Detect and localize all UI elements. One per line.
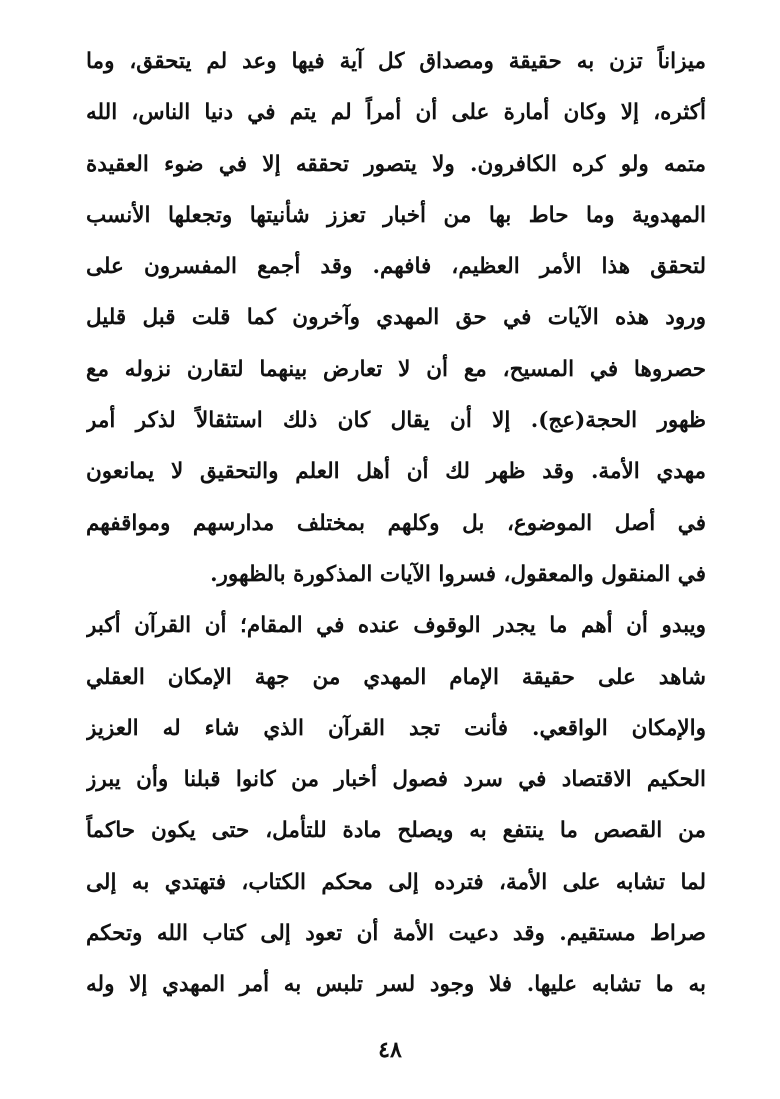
text-line: من القصص ما ينتفع به ويصلح مادة للتأمل، حتى يكون حاكماً	[86, 818, 706, 844]
text-line: الحكيم الاقتصاد في سرد فصول أخبار من كانوا قبلنا وأن يبرز	[86, 767, 706, 793]
page-number: ٤٨	[378, 1037, 402, 1063]
text-line: صراط مستقيم. وقد دعيت الأمة أن تعود إلى كتاب الله وتحكم	[86, 921, 706, 947]
text-line: أكثره، إلا وكان أمارة على أن أمراً لم يتم في دنيا الناس، الله	[86, 100, 706, 126]
text-line: في أصل الموضوع، بل وكلهم بمختلف مدارسهم ومواقفهم	[86, 510, 706, 536]
body-text	[86, 36, 706, 1011]
text-line: ورود هذه الآيات في حق المهدي وآخرون كما قلت قبل قليل	[86, 305, 706, 331]
text-line: والإمكان الواقعي. فأنت تجد القرآن الذي شاء له العزيز	[86, 715, 706, 741]
text-line: به ما تشابه عليها. فلا وجود لسر تلبس به أمر المهدي إلا وله	[86, 972, 706, 998]
text-line: ميزاناً تزن به حقيقة ومصداق كل آية فيها وعد لم يتحقق، وما	[86, 49, 706, 74]
text-line: ويبدو أن أهم ما يجدر الوقوف عنده في المقام؛ أن القرآن أكبر	[86, 613, 706, 639]
text-line: في المنقول والمعقول، فسروا الآيات المذكورة بالظهور.	[210, 561, 706, 587]
text-line: لتحقق هذا الأمر العظيم، فافهم. وقد أجمع المفسرون على	[86, 254, 706, 280]
text-line: لما تشابه على الأمة، فترده إلى محكم الكتاب، فتهتدي به إلى	[86, 869, 706, 895]
text-line: مهدي الأمة. وقد ظهر لك أن أهل العلم والتحقيق لا يمانعون	[86, 459, 706, 485]
text-line: ظهور الحجة(عج). إلا أن يقال كان ذلك استثقالاً لذكر أمر	[86, 408, 706, 434]
text-line: المهدوية وما حاط بها من أخبار تعزز شأنيتها وتجعلها الأنسب	[86, 202, 706, 228]
text-line: شاهد على حقيقة الإمام المهدي من جهة الإمكان العقلي	[86, 664, 706, 690]
text-line: حصروها في المسيح، مع أن لا تعارض بينهما لتقارن نزوله مع	[86, 356, 706, 382]
text-line: متمه ولو كره الكافرون. ولا يتصور تحققه إلا في ضوء العقيدة	[86, 151, 706, 177]
